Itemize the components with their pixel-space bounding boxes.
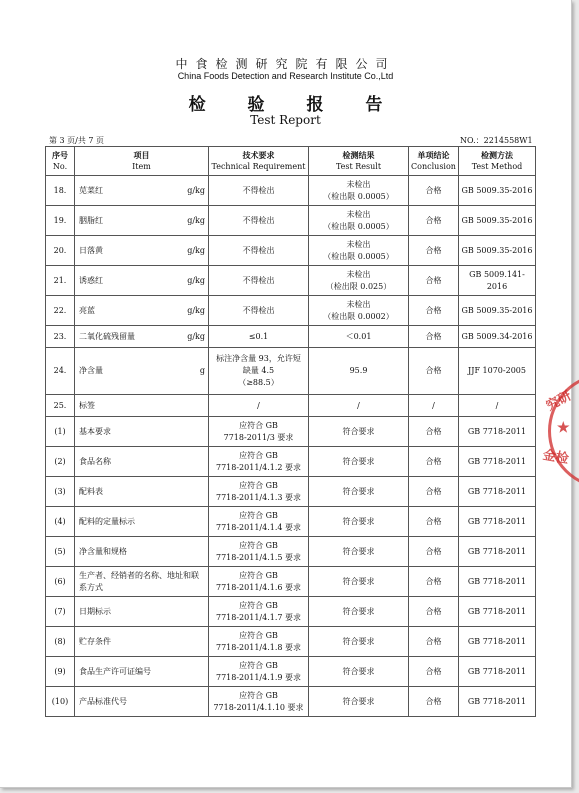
cell-requirement <box>209 395 309 417</box>
cell-conclusion: 合格 <box>409 627 459 657</box>
cell-conclusion: 合格 <box>409 326 459 348</box>
cell-method: GB 7718-2011 <box>459 537 536 567</box>
cell-result-line: / <box>357 400 360 410</box>
item-name: 净含量 <box>79 366 103 375</box>
cell-item <box>75 687 209 717</box>
cell-result <box>309 348 409 395</box>
cell-result-line: 符合要求 <box>342 486 375 496</box>
org-name-cn: 中食检测研究院有限公司 <box>175 57 396 71</box>
item-name: 产品标准代号 <box>79 696 127 706</box>
cell-no: (4) <box>46 507 75 537</box>
cell-no: (5) <box>46 537 75 567</box>
cell-item <box>75 537 209 567</box>
cell-method: GB 7718-2011 <box>459 447 536 477</box>
cell-item <box>75 236 209 266</box>
org-name-en: China Foods Detection and Research Institute Co.,Ltd <box>177 71 394 81</box>
cell-conclusion: 合格 <box>409 176 459 206</box>
cell-conclusion: 合格 <box>409 567 459 597</box>
cell-item <box>75 326 209 348</box>
cell-requirement-line: 不得检出 <box>242 185 275 195</box>
cell-requirement-line: 7718-2011/4.1.5 要求 <box>215 552 301 562</box>
cell-requirement <box>209 687 309 717</box>
cell-result <box>309 395 409 417</box>
item-name: 日期标示 <box>79 606 111 616</box>
cell-requirement-line: 应符合 GB <box>239 540 278 550</box>
cell-no: 23. <box>46 326 75 348</box>
cell-result <box>309 266 409 296</box>
table-row <box>46 417 536 447</box>
cell-result-line: ＜0.01 <box>345 331 372 341</box>
cell-requirement <box>209 348 309 395</box>
cell-requirement-line: 7718-2011/4.1.10 要求 <box>213 702 304 712</box>
cell-requirement <box>209 266 309 296</box>
item-name: 胭脂红 <box>79 215 103 225</box>
report-number: NO.：2214558W1 <box>460 136 533 145</box>
cell-requirement-line: 不得检出 <box>242 275 275 285</box>
item-unit: g/kg <box>187 215 205 225</box>
cell-item <box>75 627 209 657</box>
col-header-requirement: 技术要求 Technical Requirement <box>209 147 309 176</box>
cell-result <box>309 296 409 326</box>
cell-requirement-line: 不得检出 <box>242 215 275 225</box>
cell-result-line: （检出限 0.025） <box>325 281 392 291</box>
cell-result <box>309 326 409 348</box>
table-row <box>46 266 536 296</box>
cell-no: (6) <box>46 567 75 597</box>
cell-method: / <box>459 395 536 417</box>
cell-result-line: （检出限 0.0002） <box>323 311 394 321</box>
cell-method: GB 7718-2011 <box>459 567 536 597</box>
cell-result-line: 符合要求 <box>342 546 375 556</box>
cell-no: 18. <box>46 176 75 206</box>
cell-method: GB 5009.141-2016 <box>459 266 536 296</box>
cell-result-line: 符合要求 <box>342 576 375 586</box>
cell-item <box>75 657 209 687</box>
cell-result-line: 95.9 <box>349 366 368 375</box>
cell-conclusion: 合格 <box>409 296 459 326</box>
cell-method: GB 5009.35-2016 <box>459 296 536 326</box>
col-header-conclusion: 单项结论 Conclusion <box>409 147 459 176</box>
table-row <box>46 206 536 236</box>
table-row <box>46 348 536 395</box>
cell-requirement <box>209 326 309 348</box>
item-name: 亮蓝 <box>79 305 95 315</box>
cell-result <box>309 537 409 567</box>
cell-requirement-line: / <box>257 400 260 410</box>
cell-result-line: （检出限 0.0005） <box>323 251 394 261</box>
cell-result <box>309 206 409 236</box>
cell-result-line: 符合要求 <box>342 516 375 526</box>
cell-conclusion: 合格 <box>409 447 459 477</box>
cell-requirement-line: 应符合 GB <box>239 660 278 670</box>
cell-conclusion: 合格 <box>409 236 459 266</box>
item-unit: g/kg <box>187 245 205 255</box>
item-name: 净含量和规格 <box>79 546 127 556</box>
results-table <box>45 146 536 717</box>
cell-requirement-line: 应符合 GB <box>239 480 278 490</box>
cell-no: (7) <box>46 597 75 627</box>
cell-no: (10) <box>46 687 75 717</box>
item-name: 食品名称 <box>79 456 111 466</box>
col-header-item: 项目 Item <box>75 147 209 176</box>
cell-result-line: 未检出 <box>346 299 371 309</box>
item-unit: g/kg <box>187 275 205 285</box>
cell-result <box>309 657 409 687</box>
cell-item <box>75 296 209 326</box>
item-name: 配料表 <box>79 486 103 496</box>
cell-result-line: 未检出 <box>346 179 371 189</box>
item-name: 日落黄 <box>79 245 103 255</box>
cell-conclusion: 合格 <box>409 657 459 687</box>
cell-conclusion: 合格 <box>409 266 459 296</box>
cell-conclusion: 合格 <box>409 507 459 537</box>
table-row <box>46 597 536 627</box>
cell-method: JJF 1070-2005 <box>459 348 536 395</box>
table-row <box>46 537 536 567</box>
table-row <box>46 236 536 266</box>
cell-requirement-line: （≥88.5） <box>238 378 279 387</box>
cell-requirement <box>209 417 309 447</box>
table-row <box>46 657 536 687</box>
cell-requirement <box>209 657 309 687</box>
cell-result-line: 未检出 <box>346 269 371 279</box>
cell-conclusion: 合格 <box>409 687 459 717</box>
cell-method: GB 7718-2011 <box>459 477 536 507</box>
table-header-row <box>46 147 536 176</box>
cell-no: 20. <box>46 236 75 266</box>
cell-requirement <box>209 597 309 627</box>
item-name: 二氧化硫残留量 <box>79 331 135 341</box>
table-row <box>46 507 536 537</box>
item-name: 苋菜红 <box>79 185 103 195</box>
red-seal-stamp <box>541 373 579 489</box>
cell-requirement-line: 7718-2011/3 要求 <box>223 432 294 442</box>
cell-item <box>75 507 209 537</box>
col-header-no: 序号 No. <box>46 147 75 176</box>
cell-method: GB 5009.34-2016 <box>459 326 536 348</box>
page-number: 第 3 页/共 7 页 <box>49 136 105 145</box>
cell-no: (8) <box>46 627 75 657</box>
report-title-cn: 检 验 报 告 <box>188 95 401 115</box>
cell-result-line: 未检出 <box>346 209 371 219</box>
cell-item <box>75 567 209 597</box>
cell-requirement-line: 7718-2011/4.1.4 要求 <box>215 522 301 532</box>
cell-no: 25. <box>46 395 75 417</box>
cell-result <box>309 417 409 447</box>
cell-method: GB 7718-2011 <box>459 597 536 627</box>
item-unit: g <box>199 366 205 375</box>
cell-item <box>75 477 209 507</box>
cell-result <box>309 236 409 266</box>
cell-result-line: （检出限 0.0005） <box>323 191 394 201</box>
cell-requirement-line: ≤0.1 <box>248 331 269 341</box>
cell-no: 22. <box>46 296 75 326</box>
cell-result-line: （检出限 0.0005） <box>323 221 394 231</box>
cell-requirement <box>209 447 309 477</box>
cell-result <box>309 447 409 477</box>
cell-method: GB 5009.35-2016 <box>459 176 536 206</box>
table-row <box>46 395 536 417</box>
cell-result <box>309 627 409 657</box>
cell-conclusion: 合格 <box>409 206 459 236</box>
cell-result-line: 符合要求 <box>342 666 375 676</box>
cell-result-line: 未检出 <box>346 239 371 249</box>
table-row <box>46 447 536 477</box>
cell-requirement-line: 不得检出 <box>242 245 275 255</box>
cell-requirement-line: 应符合 GB <box>239 600 278 610</box>
table-row <box>46 326 536 348</box>
cell-method: GB 5009.35-2016 <box>459 206 536 236</box>
cell-requirement <box>209 627 309 657</box>
stamp-text-bottom: 金检 <box>541 447 570 468</box>
cell-item <box>75 447 209 477</box>
stamp-star-icon: ★ <box>557 420 570 436</box>
item-name: 标签 <box>79 400 95 410</box>
table-row <box>46 477 536 507</box>
cell-method: GB 5009.35-2016 <box>459 236 536 266</box>
cell-no: 21. <box>46 266 75 296</box>
item-name: 诱惑红 <box>79 275 103 285</box>
report-title-en: Test Report <box>250 113 321 127</box>
cell-requirement-line: 7718-2011/4.1.7 要求 <box>215 612 301 622</box>
cell-requirement-line: 应符合 GB <box>239 570 278 580</box>
cell-item <box>75 348 209 395</box>
item-name: 食品生产许可证编号 <box>79 666 151 676</box>
table-row <box>46 176 536 206</box>
cell-requirement-line: 应符合 GB <box>239 690 278 700</box>
item-name: 配料的定量标示 <box>79 516 135 526</box>
item-unit: g/kg <box>187 185 205 195</box>
cell-no: 19. <box>46 206 75 236</box>
cell-item <box>75 176 209 206</box>
cell-item <box>75 597 209 627</box>
cell-result-line: 符合要求 <box>342 636 375 646</box>
cell-requirement-line: 应符合 GB <box>239 420 278 430</box>
cell-requirement-line: 7718-2011/4.1.3 要求 <box>215 492 301 502</box>
cell-requirement <box>209 176 309 206</box>
table-row <box>46 687 536 717</box>
cell-requirement-line: 7718-2011/4.1.9 要求 <box>215 672 301 682</box>
cell-no: (9) <box>46 657 75 687</box>
cell-requirement <box>209 477 309 507</box>
cell-conclusion: 合格 <box>409 417 459 447</box>
cell-result <box>309 477 409 507</box>
cell-requirement <box>209 206 309 236</box>
cell-conclusion: 合格 <box>409 597 459 627</box>
cell-result <box>309 687 409 717</box>
cell-method: GB 7718-2011 <box>459 417 536 447</box>
cell-requirement <box>209 236 309 266</box>
cell-result <box>309 176 409 206</box>
cell-requirement-line: 应符合 GB <box>239 450 278 460</box>
cell-result <box>309 567 409 597</box>
table-row <box>46 627 536 657</box>
cell-item <box>75 266 209 296</box>
item-name: 基本要求 <box>79 426 111 436</box>
cell-requirement-line: 标注净含量 93，允许短 <box>216 354 301 363</box>
stamp-text-top: 究研 <box>543 388 574 414</box>
cell-item <box>75 417 209 447</box>
cell-result-line: 符合要求 <box>342 426 375 436</box>
cell-requirement <box>209 296 309 326</box>
cell-item <box>75 206 209 236</box>
col-header-result: 检测结果 Test Result <box>309 147 409 176</box>
cell-method: GB 7718-2011 <box>459 657 536 687</box>
cell-no: (1) <box>46 417 75 447</box>
item-unit: g/kg <box>187 331 205 341</box>
cell-conclusion: 合格 <box>409 477 459 507</box>
cell-method: GB 7718-2011 <box>459 687 536 717</box>
cell-requirement-line: 7718-2011/4.1.6 要求 <box>215 582 301 592</box>
cell-requirement <box>209 537 309 567</box>
cell-no: 24. <box>46 348 75 395</box>
cell-requirement-line: 7718-2011/4.1.8 要求 <box>215 642 301 652</box>
cell-conclusion: / <box>409 395 459 417</box>
cell-conclusion: 合格 <box>409 348 459 395</box>
cell-no: (2) <box>46 447 75 477</box>
col-header-method: 检测方法 Test Method <box>459 147 536 176</box>
cell-requirement <box>209 567 309 597</box>
item-name: 生产者、经销者的名称、地址和联系方式 <box>79 570 199 592</box>
table-row <box>46 567 536 597</box>
cell-method: GB 7718-2011 <box>459 627 536 657</box>
cell-requirement-line: 应符合 GB <box>239 630 278 640</box>
cell-no: (3) <box>46 477 75 507</box>
item-name: 贮存条件 <box>79 636 111 646</box>
cell-method: GB 7718-2011 <box>459 507 536 537</box>
cell-result <box>309 507 409 537</box>
cell-result <box>309 597 409 627</box>
cell-requirement-line: 7718-2011/4.1.2 要求 <box>215 462 301 472</box>
cell-requirement-line: 应符合 GB <box>239 510 278 520</box>
cell-result-line: 符合要求 <box>342 696 375 706</box>
cell-requirement-line: 缺量 4.5 <box>242 366 275 375</box>
cell-item <box>75 395 209 417</box>
cell-result-line: 符合要求 <box>342 606 375 616</box>
cell-requirement <box>209 507 309 537</box>
cell-result-line: 符合要求 <box>342 456 375 466</box>
cell-conclusion: 合格 <box>409 537 459 567</box>
cell-requirement-line: 不得检出 <box>242 305 275 315</box>
table-row <box>46 296 536 326</box>
item-unit: g/kg <box>187 305 205 315</box>
